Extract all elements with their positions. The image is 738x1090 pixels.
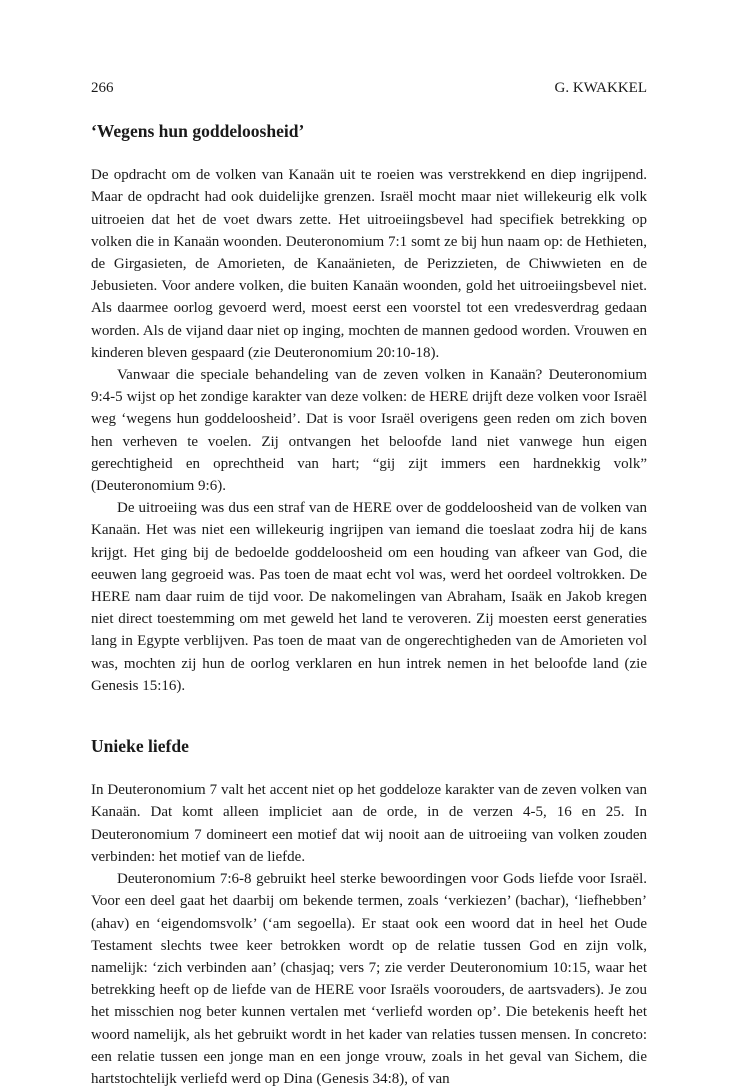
paragraph: De uitroeiing was dus een straf van de HERE over de goddeloosheid van de volken van Kanaän. Het was niet een willekeurig ingrijpen van iemand die toeslaat zodra hij de kans krijgt. Het ging bij de bedoelde goddeloosheid om een houding van afkeer van God, die eeuwen lang gegroeid was. Pas toen de maat echt vol was, werd het oordeel voltrokken. De HERE nam daar ruim de tijd voor. De nakomelingen van Abraham, Isaäk en Jakob kregen niet direct toestemming om met geweld het land te veroveren. Zij moesten eerst generaties lang in Egypte verblijven. Pas toen de maat van de ongerechtigheden van de Amorieten vol was, mochten zij hun de oorlog verklaren en hun intrek nemen in het beloofde land (zie Genesis 15:16). xyxy=(91,500,647,694)
paragraph: Deuteronomium 7:6-8 gebruikt heel sterke bewoordingen voor Gods liefde voor Israël. Voor een deel gaat het daarbij om bekende termen, zoals ‘verkiezen’ (bachar), ‘liefhebben’ (ahav) en ‘eigendomsvolk’ (‘am segoella). Er staat ook een woord dat in heel het Oude Testament slechts twee keer betrokken wordt op de relatie tussen God en zijn volk, namelijk: ‘zich verbinden aan’ (chasjaq; vers 7; zie verder Deuteronomium 10:15, waar het betrekking heeft op de liefde van de HERE voor Israëls voorouders, de aartsvaders). Je zou het misschien nog beter kunnen vertalen met ‘verliefd worden op’. Die betekenis heeft het woord namelijk, als het gebruikt wordt in het kader van relaties tussen mensen. In concreto: een relatie tussen een jonge man en een jonge vrouw, zoals in het geval van Sichem, die hartstochtelijk verliefd werd op Dina (Genesis 34:8), of van xyxy=(91,871,647,1087)
running-header xyxy=(91,79,647,97)
paragraph: Vanwaar die speciale behandeling van de zeven volken in Kanaän? Deuteronomium 9:4-5 wijst op het zondige karakter van deze volken: de HERE drijft deze volken voor Israël weg ‘wegens hun goddeloosheid’. Dat is voor Israël overigens geen reden om zich boven hen verheven te voelen. Zij ontvangen het beloofde land niet vanwege hun eigen gerechtigheid en oprechtheid van hart; “gij zijt immers een hardnekkig volk” (Deuteronomium 9:6). xyxy=(91,367,647,495)
paragraph: De opdracht om de volken van Kanaän uit te roeien was verstrekkend en diep ingrijpend. Maar de opdracht had ook duidelijke grenzen. Israël mocht maar niet willekeurig elk volk uitroeien dat het de voet dwars zette. Het uitroeiingsbevel had specifiek betrekking op volken die in Kanaän woonden. Deuteronomium 7:1 somt ze bij hun naam op: de Hethieten, de Girgasieten, de Amorieten, de Kanaänieten, de Perizzieten, de Chiwwieten en de Jebusieten. Voor andere volken, die buiten Kanaän woonden, gold het uitroeiingsbevel niet. Als daarmee oorlog gevoerd werd, moest eerst een voorstel tot een vredesverdrag gedaan worden. Als de vijand daar niet op inging, mochten de mannen gedood worden. Vrouwen en kinderen bleven gespaard (zie Deuteronomium 20:10-18). xyxy=(91,167,647,361)
page-body xyxy=(91,120,647,1090)
section-heading: Unieke liefde xyxy=(91,736,189,757)
running-head-author: G. KWAKKEL xyxy=(554,80,647,96)
paragraph: In Deuteronomium 7 valt het accent niet op het goddeloze karakter van de zeven volken van Kanaän. Dat komt alleen impliciet aan de orde, in de verzen 4-5, 16 en 25. In Deuteronomium 7 domineert een motief dat wij nooit aan de uitroeiing van volken zouden verbinden: het motief van de liefde. xyxy=(91,782,647,865)
section-heading: ‘Wegens hun goddeloosheid’ xyxy=(91,121,305,141)
page-number: 266 xyxy=(91,80,114,96)
